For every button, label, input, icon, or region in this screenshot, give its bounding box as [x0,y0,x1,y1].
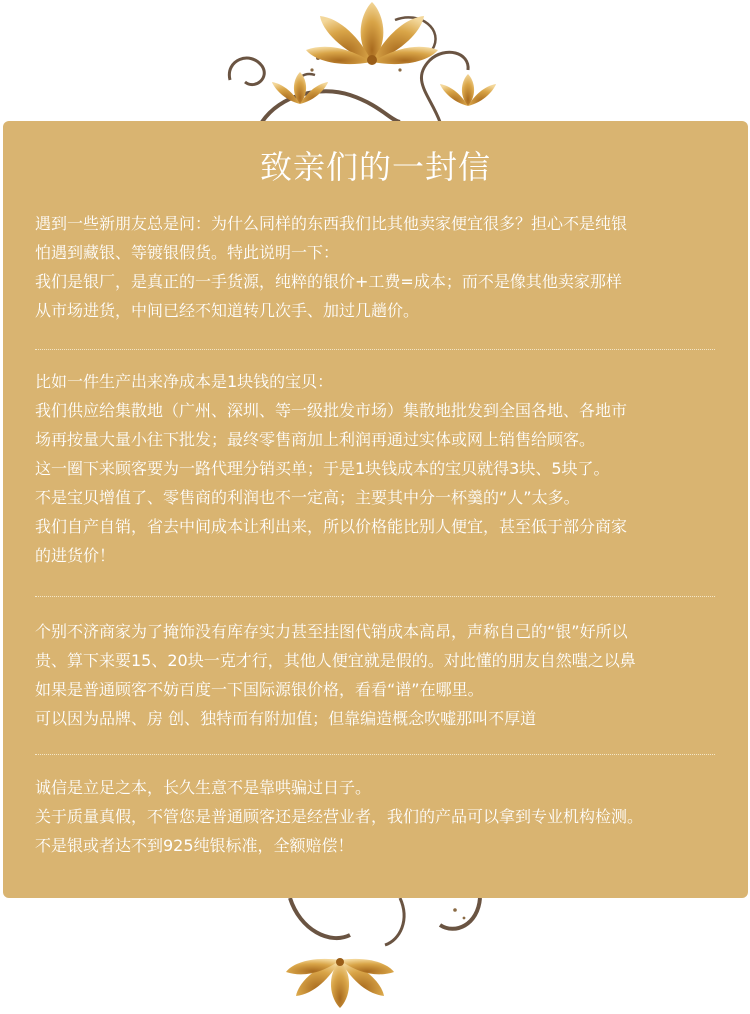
section-divider [35,596,715,597]
letter-line: 我们供应给集散地（广州、深圳、等一级批发市场）集散地批发到全国各地、各地市 [35,401,628,420]
letter-line: 我们自产自销，省去中间成本让利出来，所以价格能比别人便宜，甚至低于部分商家 [35,517,628,536]
letter-line: 个别不济商家为了掩饰没有库存实力甚至挂图代销成本高昂，声称自己的“银”好所以 [35,622,628,641]
letter-line: 诚信是立足之本，长久生意不是靠哄骗过日子。 [35,778,372,797]
letter-line: 遇到一些新朋友总是问：为什么同样的东西我们比其他卖家便宜很多？担心不是纯银 [35,214,628,233]
section-divider [35,349,715,350]
letter-line: 不是宝贝增值了、零售商的利润也不一定高；主要其中分一杯羹的“人”太多。 [35,488,580,507]
letter-line: 可以因为品牌、房 创、独特而有附加值；但靠编造概念吹嘘那叫不厚道 [35,709,537,728]
letter-section-3 [35,617,735,733]
letter-line: 从市场进货，中间已经不知道转几次手、加过几趟价。 [35,301,420,320]
letter-card [3,121,748,898]
letter-section-2 [35,367,735,570]
letter-line: 关于质量真假，不管您是普通顾客还是经营业者，我们的产品可以拿到专业机构检测。 [35,807,644,826]
letter-line: 的进货价！ [35,546,116,565]
letter-line: 比如一件生产出来净成本是1块钱的宝贝： [35,372,334,391]
letter-line: 这一圈下来顾客要为一路代理分销买单；于是1块钱成本的宝贝就得3块、5块了。 [35,459,610,478]
letter-line: 贵、算下来要15、20块一克才行，其他人便宜就是假的。对此懂的朋友自然嗤之以鼻 [35,651,636,670]
letter-title: 致亲们的一封信 [259,148,491,186]
letter-line: 不是银或者达不到925纯银标准，全额赔偿！ [35,836,354,855]
letter-line: 场再按量大量小往下批发；最终零售商加上利润再通过实体或网上销售给顾客。 [35,430,596,449]
letter-line: 怕遇到藏银、等镀银假货。特此说明一下： [35,243,340,262]
letter-line: 如果是普通顾客不妨百度一下国际源银价格，看看“谱”在哪里。 [35,680,484,699]
letter-section-1 [35,209,735,325]
letter-section-4 [35,773,735,860]
letter-line: 我们是银厂，是真正的一手货源，纯粹的银价+工费=成本；而不是像其他卖家那样 [35,272,622,291]
section-divider [35,754,715,755]
